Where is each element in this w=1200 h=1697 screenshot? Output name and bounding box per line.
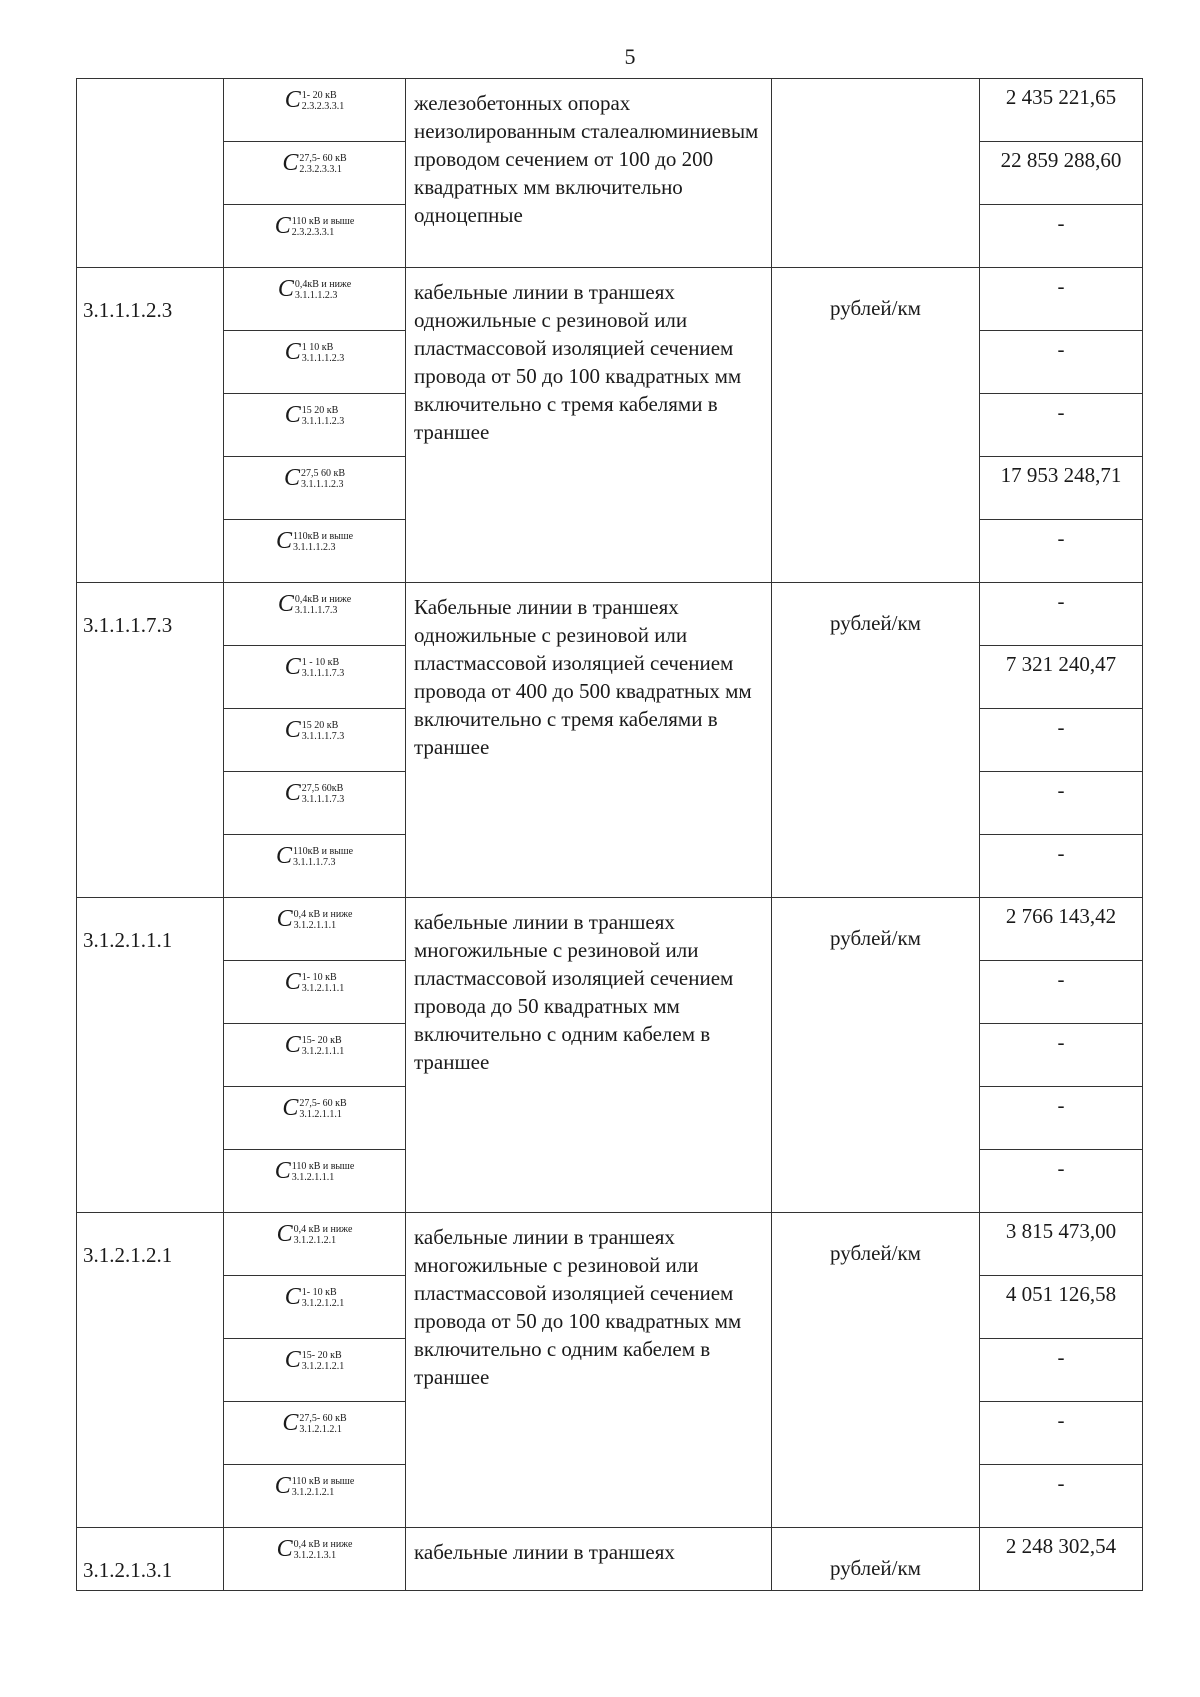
symbol-subscript: 3.1.1.1.2.3: [300, 478, 344, 490]
symbol-superscript: 0,4 кВ и ниже: [293, 908, 353, 920]
rate-value: -: [980, 835, 1143, 898]
symbol-letter: C: [277, 591, 294, 617]
symbol-subscript: 3.1.1.1.7.3: [301, 730, 345, 742]
rate-symbol: [224, 1150, 406, 1213]
symbol-letter: C: [284, 402, 301, 428]
symbol-subscript: 2.3.2.3.3.1: [291, 226, 335, 238]
symbol-letter: C: [274, 213, 291, 239]
symbol-superscript: 27,5- 60 кВ: [299, 1412, 347, 1424]
rate-symbol: [224, 268, 406, 331]
rate-symbol: [224, 1087, 406, 1150]
table-row: [77, 1528, 1143, 1591]
symbol-letter: C: [284, 1032, 301, 1058]
symbol-letter: C: [274, 1158, 291, 1184]
symbol-letter: C: [276, 1536, 293, 1562]
symbol-subscript: 3.1.1.1.2.3: [294, 289, 338, 301]
table-row: [77, 268, 1143, 331]
symbol-superscript: 15 20 кВ: [301, 404, 339, 416]
rate-symbol: [224, 205, 406, 268]
rate-symbol: [224, 520, 406, 583]
symbol-subscript: 3.1.1.1.7.3: [301, 793, 345, 805]
symbol-superscript: 0,4 кВ и ниже: [293, 1538, 353, 1550]
symbol-letter: C: [284, 1284, 301, 1310]
rate-symbol: [224, 772, 406, 835]
symbol-superscript: 0,4кВ и ниже: [294, 278, 352, 290]
rate-value: -: [980, 1024, 1143, 1087]
rate-unit: рублей/км: [772, 1528, 980, 1591]
rate-code: [77, 79, 224, 268]
rate-symbol: [224, 961, 406, 1024]
symbol-superscript: 1 10 кВ: [301, 341, 334, 353]
symbol-superscript: 27,5 60 кВ: [300, 467, 346, 479]
symbol-letter: C: [283, 465, 300, 491]
rate-symbol: [224, 709, 406, 772]
rate-symbol: [224, 1276, 406, 1339]
symbol-superscript: 1- 20 кВ: [301, 89, 337, 101]
symbol-superscript: 1- 10 кВ: [301, 971, 337, 983]
rate-value: -: [980, 961, 1143, 1024]
symbol-letter: C: [284, 87, 301, 113]
rate-description: железобетонных опорах неизолированным сталеалюминиевым проводом сечением от 100 до 200 квадратных мм включительно одноцепные: [406, 79, 772, 268]
rate-value: 7 321 240,47: [980, 646, 1143, 709]
symbol-superscript: 27,5- 60 кВ: [299, 1097, 347, 1109]
rate-code: 3.1.2.1.1.1: [77, 898, 224, 1213]
symbol-subscript: 3.1.2.1.1.1: [301, 1045, 345, 1057]
symbol-subscript: 3.1.2.1.2.1: [293, 1234, 337, 1246]
rate-symbol: [224, 79, 406, 142]
rate-symbol: [224, 394, 406, 457]
symbol-superscript: 110 кВ и выше: [291, 1160, 355, 1172]
rate-code: 3.1.1.1.7.3: [77, 583, 224, 898]
rate-value: 2 435 221,65: [980, 79, 1143, 142]
rate-unit: рублей/км: [772, 1213, 980, 1528]
symbol-subscript: 3.1.2.1.1.1: [291, 1171, 335, 1183]
rate-symbol: [224, 835, 406, 898]
symbol-subscript: 3.1.2.1.2.1: [301, 1360, 345, 1372]
rate-value: 2 248 302,54: [980, 1528, 1143, 1591]
symbol-superscript: 110кВ и выше: [292, 530, 354, 542]
rate-symbol: [224, 1402, 406, 1465]
rate-value: -: [980, 1087, 1143, 1150]
symbol-subscript: 3.1.1.1.2.3: [301, 415, 345, 427]
symbol-subscript: 2.3.2.3.3.1: [299, 163, 342, 175]
symbol-subscript: 3.1.2.1.1.1: [301, 982, 345, 994]
symbol-letter: C: [274, 1473, 291, 1499]
symbol-subscript: 3.1.1.1.7.3: [301, 667, 345, 679]
rate-value: -: [980, 1339, 1143, 1402]
rate-unit: рублей/км: [772, 268, 980, 583]
rate-unit: рублей/км: [772, 898, 980, 1213]
symbol-subscript: 3.1.1.1.7.3: [294, 604, 338, 616]
rate-description: кабельные линии в траншеях многожильные с резиновой или пластмассовой изоляцией сечением провода от 50 до 100 квадратных мм включительно с одним кабелем в траншее: [406, 1213, 772, 1528]
rate-value: 2 766 143,42: [980, 898, 1143, 961]
symbol-superscript: 15- 20 кВ: [301, 1034, 342, 1046]
symbol-letter: C: [284, 780, 301, 806]
symbol-subscript: 3.1.1.1.2.3: [301, 352, 345, 364]
rate-symbol: [224, 1213, 406, 1276]
rate-symbol: [224, 1024, 406, 1087]
symbol-letter: C: [284, 1347, 301, 1373]
rate-value: -: [980, 205, 1143, 268]
table-row: [77, 79, 1143, 142]
symbol-letter: C: [282, 1095, 299, 1121]
table-row: [77, 1213, 1143, 1276]
table-row: [77, 583, 1143, 646]
rate-value: -: [980, 394, 1143, 457]
symbol-subscript: 3.1.2.1.1.1: [299, 1108, 342, 1120]
symbol-subscript: 3.1.1.1.2.3: [292, 541, 336, 553]
rate-symbol: [224, 457, 406, 520]
symbol-letter: C: [276, 1221, 293, 1247]
symbol-superscript: 0,4 кВ и ниже: [293, 1223, 353, 1235]
symbol-subscript: 3.1.2.1.2.1: [301, 1297, 345, 1309]
rate-value: -: [980, 520, 1143, 583]
rate-value: -: [980, 1150, 1143, 1213]
symbol-superscript: 1- 10 кВ: [301, 1286, 337, 1298]
symbol-letter: C: [284, 654, 301, 680]
symbol-superscript: 0,4кВ и ниже: [294, 593, 352, 605]
symbol-letter: C: [275, 528, 292, 554]
rate-description: Кабельные линии в траншеях одножильные с резиновой или пластмассовой изоляцией сечением провода от 400 до 500 квадратных мм включительно с тремя кабелями в траншее: [406, 583, 772, 898]
rate-code: 3.1.2.1.2.1: [77, 1213, 224, 1528]
rate-value: -: [980, 1402, 1143, 1465]
symbol-letter: C: [282, 150, 299, 176]
symbol-superscript: 110кВ и выше: [292, 845, 354, 857]
page-number: 5: [624, 44, 636, 69]
symbol-subscript: 3.1.2.1.1.1: [293, 919, 337, 931]
rate-value: -: [980, 709, 1143, 772]
symbol-letter: C: [277, 276, 294, 302]
symbol-superscript: 27,5 60кВ: [301, 782, 344, 794]
rate-value: 22 859 288,60: [980, 142, 1143, 205]
symbol-letter: C: [284, 339, 301, 365]
rate-unit: рублей/км: [772, 583, 980, 898]
rate-symbol: [224, 142, 406, 205]
rates-table: [76, 78, 1143, 1591]
rate-unit: [772, 79, 980, 268]
rate-description: кабельные линии в траншеях одножильные с резиновой или пластмассовой изоляцией сечением провода от 50 до 100 квадратных мм включительно с тремя кабелями в траншее: [406, 268, 772, 583]
rate-value: 17 953 248,71: [980, 457, 1143, 520]
symbol-subscript: 3.1.2.1.3.1: [293, 1549, 337, 1561]
rate-symbol: [224, 583, 406, 646]
symbol-superscript: 110 кВ и выше: [291, 1475, 355, 1487]
symbol-superscript: 1 - 10 кВ: [301, 656, 340, 668]
symbol-subscript: 2.3.2.3.3.1: [301, 100, 345, 112]
rate-code: 3.1.1.1.2.3: [77, 268, 224, 583]
rate-value: -: [980, 583, 1143, 646]
symbol-superscript: 15 20 кВ: [301, 719, 339, 731]
rate-value: -: [980, 772, 1143, 835]
symbol-letter: C: [276, 906, 293, 932]
symbol-subscript: 3.1.2.1.2.1: [291, 1486, 335, 1498]
symbol-superscript: 27,5- 60 кВ: [299, 152, 347, 164]
rate-description: кабельные линии в траншеях многожильные с резиновой или пластмассовой изоляцией сечением провода до 50 квадратных мм включительно с одним кабелем в траншее: [406, 898, 772, 1213]
rate-value: -: [980, 268, 1143, 331]
rate-value: -: [980, 331, 1143, 394]
rate-symbol: [224, 1528, 406, 1591]
symbol-subscript: 3.1.1.1.7.3: [292, 856, 336, 868]
symbol-letter: C: [282, 1410, 299, 1436]
symbol-subscript: 3.1.2.1.2.1: [299, 1423, 342, 1435]
table-row: [77, 898, 1143, 961]
rate-symbol: [224, 1465, 406, 1528]
rate-symbol: [224, 1339, 406, 1402]
rate-symbol: [224, 331, 406, 394]
symbol-letter: C: [284, 969, 301, 995]
rate-value: -: [980, 1465, 1143, 1528]
rate-description: кабельные линии в траншеях: [406, 1528, 772, 1591]
symbol-superscript: 110 кВ и выше: [291, 215, 355, 227]
symbol-letter: C: [275, 843, 292, 869]
rate-symbol: [224, 646, 406, 709]
symbol-superscript: 15- 20 кВ: [301, 1349, 342, 1361]
rate-symbol: [224, 898, 406, 961]
symbol-letter: C: [284, 717, 301, 743]
rate-code: 3.1.2.1.3.1: [77, 1528, 224, 1591]
rate-value: 3 815 473,00: [980, 1213, 1143, 1276]
rate-value: 4 051 126,58: [980, 1276, 1143, 1339]
